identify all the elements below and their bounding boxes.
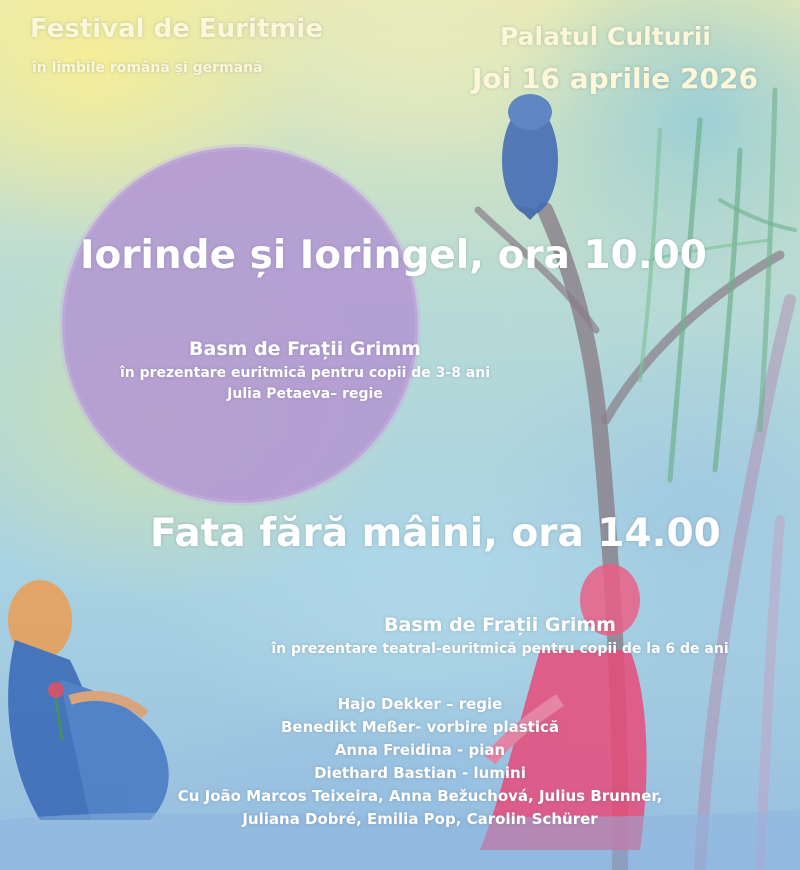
blue-owl	[502, 94, 558, 220]
credit-line: Hajo Dekker – regie	[337, 695, 503, 713]
show1-source	[80, 336, 530, 363]
festival-subtitle: în limbile română și germană	[32, 60, 263, 76]
show1-director: Julia Petaeva– regie	[227, 386, 383, 402]
credit-line: Diethard Bastian - lumini	[314, 764, 526, 782]
show2-description: în prezentare teatral-euritmică pentru copii de la 6 de ani	[271, 641, 729, 657]
show2-source: Basm de Frații Grimm	[384, 614, 616, 636]
show2-credits	[120, 693, 720, 831]
event-date: Joi 16 aprilie 2026	[472, 62, 758, 95]
show2-title: Fata fără mâini, ora 14.00	[150, 511, 721, 556]
show1-description: în prezentare euritmică pentru copii de 3-8 ani	[119, 365, 491, 381]
festival-title: Festival de Euritmie	[30, 14, 323, 44]
venue-name: Palatul Culturii	[500, 22, 711, 51]
credit-line: Cu João Marcos Teixeira, Anna Bežuchová, Julius Brunner,	[177, 787, 663, 805]
credit-line: Benedikt Meßer- vorbire plastică	[280, 718, 560, 736]
credit-line: Anna Freidina - pian	[334, 741, 506, 759]
show1-title: Iorinde și Ioringel, ora 10.00	[80, 233, 707, 278]
credit-line: Juliana Dobré, Emilia Pop, Carolin Schürer	[242, 810, 598, 828]
show1-source-text: Basm de Frații Grimm	[189, 338, 421, 360]
show1-details	[80, 336, 530, 405]
show2-details	[200, 612, 800, 660]
